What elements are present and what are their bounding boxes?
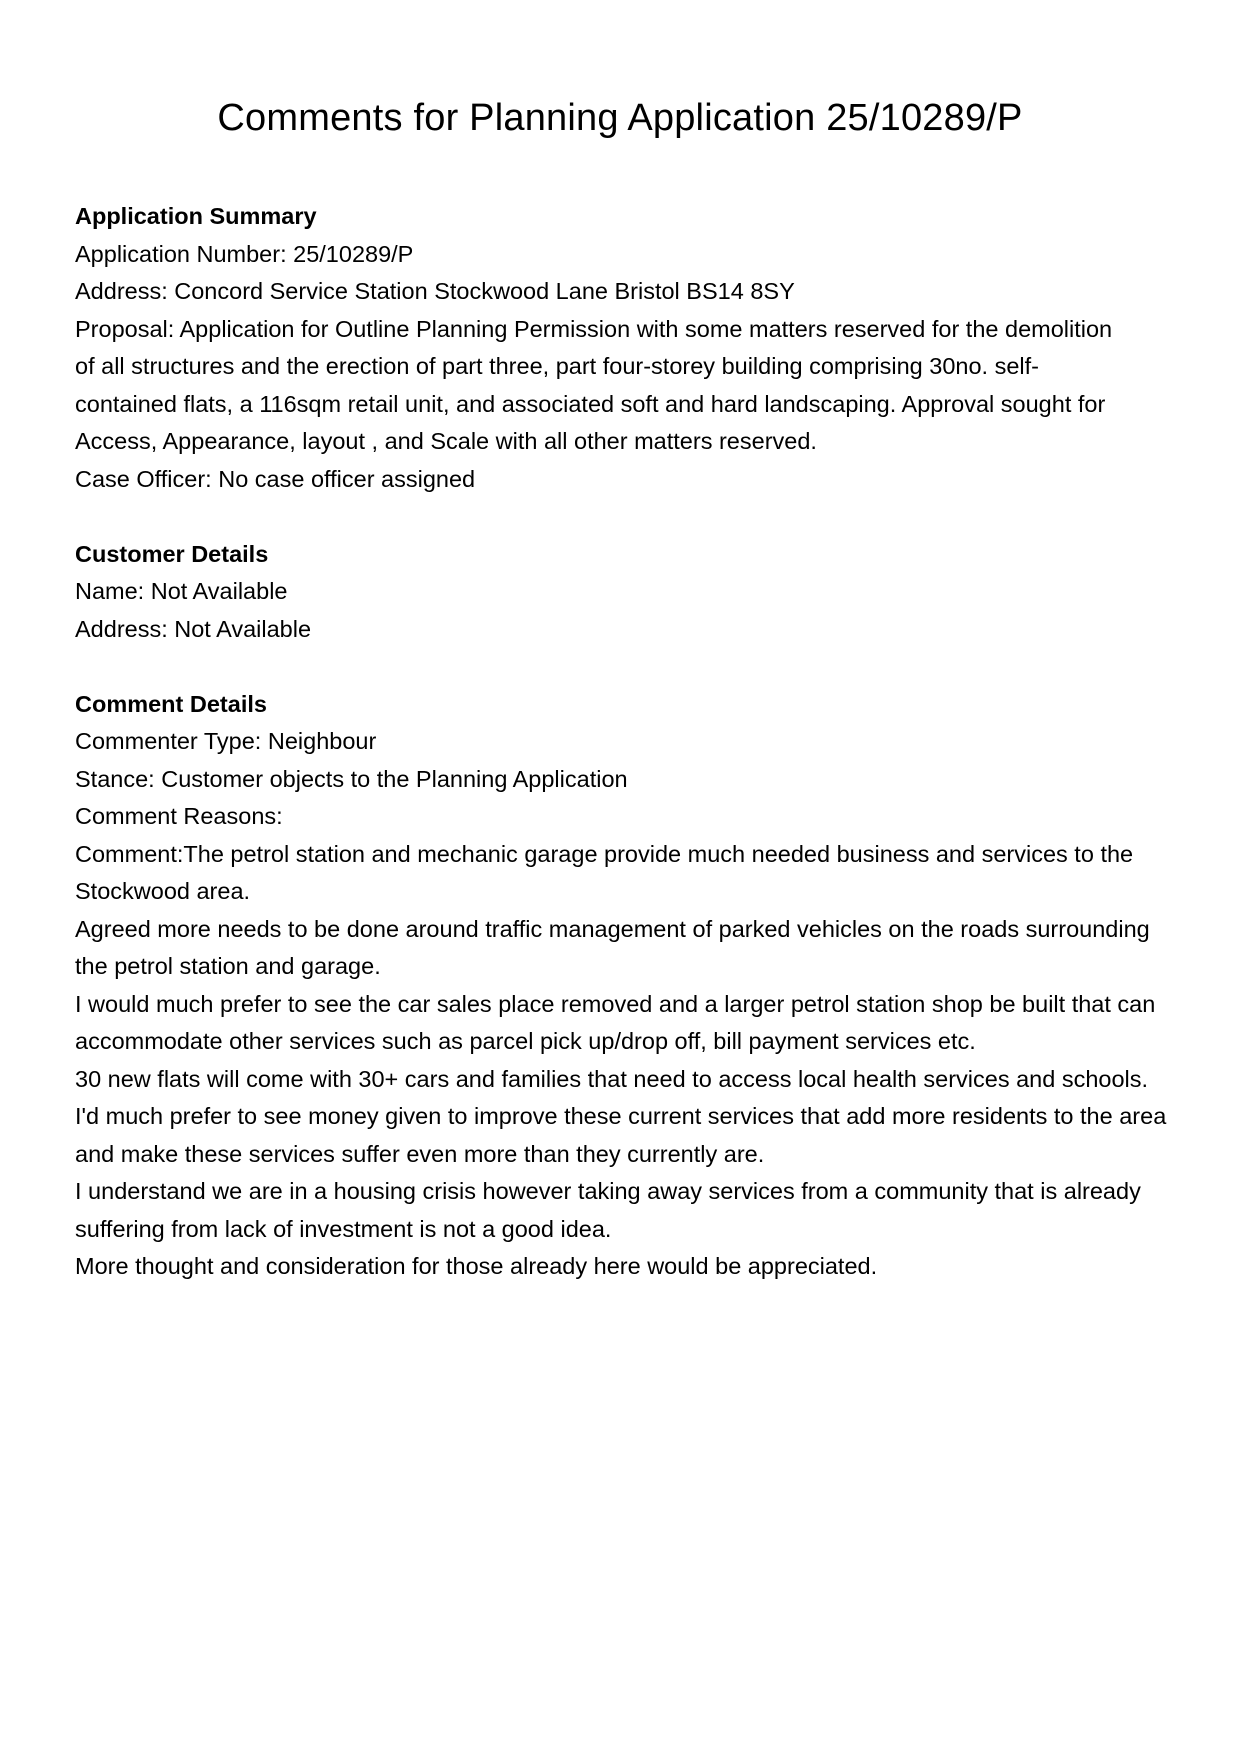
comment-reasons: Comment Reasons: — [75, 803, 283, 829]
comment-details-heading: Comment Details — [75, 690, 267, 717]
comment-paragraph: I understand we are in a housing crisis however taking away services from a community that is already suffering from lack of investment is not a good idea. — [75, 1178, 1141, 1242]
customer-details-heading: Customer Details — [75, 540, 269, 567]
comment-paragraph: Comment:The petrol station and mechanic garage provide much needed business and services to the Stockwood area. — [75, 840, 1134, 904]
page-title: Comments for Planning Application 25/10289/P — [217, 97, 1023, 139]
proposal-text: Proposal: Application for Outline Planning Permission with some matters reserved for the demolition of all structures and the erection of part three, part four-storey building comprising 30no. self-contained flats, a 116sqm retail unit, and associated soft and hard landscaping. Approval sought for Access, Appearance, layout , and Scale with all other matters reserved. — [75, 315, 1113, 454]
comment-details-section — [75, 686, 1175, 1286]
customer-name: Name: Not Available — [75, 578, 288, 604]
application-address: Address: Concord Service Station Stockwood Lane Bristol BS14 8SY — [75, 278, 795, 304]
customer-address: Address: Not Available — [75, 615, 312, 642]
commenter-type: Commenter Type: Neighbour — [75, 728, 377, 754]
comment-paragraph: I would much prefer to see the car sales place removed and a larger petrol station shop be built that can accommodate other services such as parcel pick up/drop off, bill payment services etc. — [75, 990, 1156, 1054]
case-officer: Case Officer: No case officer assigned — [75, 465, 476, 492]
application-number: Application Number: 25/10289/P — [75, 240, 414, 267]
comment-text — [75, 836, 1175, 1286]
comment-paragraph: More thought and consideration for those already here would be appreciated. — [75, 1253, 878, 1279]
customer-details-section — [75, 536, 1175, 649]
application-summary-heading: Application Summary — [75, 203, 317, 229]
comment-paragraph: 30 new flats will come with 30+ cars and families that need to access local health services and schools. I'd much prefer to see money given to improve these current services that add more residents to the area and make these services suffer even more than they currently are. — [75, 1065, 1167, 1167]
stance: Stance: Customer objects to the Planning Application — [75, 765, 628, 792]
comment-paragraph: Agreed more needs to be done around traffic management of parked vehicles on the roads surrounding the petrol station and garage. — [75, 915, 1150, 979]
application-summary-section — [75, 198, 1175, 498]
document-body — [75, 198, 1175, 1286]
